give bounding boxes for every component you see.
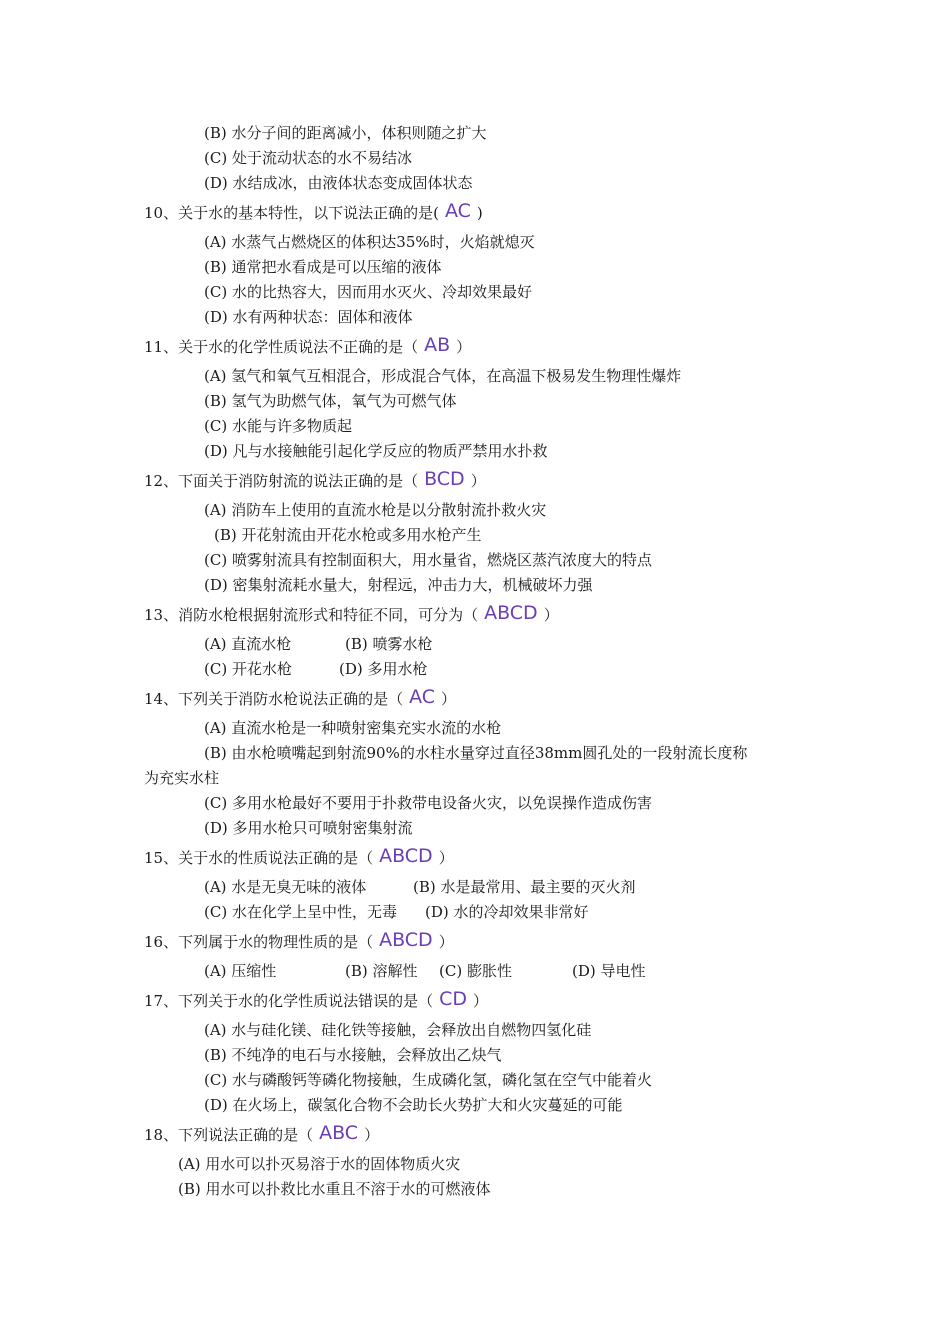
question-stem: 10、关于水的基本特性，以下说法正确的是( AC ) <box>144 200 483 222</box>
option-line: (D) 导电性 <box>572 962 646 980</box>
question-stem: 16、下列属于水的物理性质的是（ ABCD ） <box>144 929 454 951</box>
option-line: (B) 由水枪喷嘴起到射流90%的水柱水量穿过直径38mm圆孔处的一段射流长度称 <box>204 744 748 762</box>
option-line: (A) 直流水枪是一种喷射密集充实水流的水枪 <box>204 719 502 737</box>
option-line: (B) 用水可以扑救比水重且不溶于水的可燃液体 <box>178 1180 491 1198</box>
option-line: (D) 在火场上，碳氢化合物不会助长火势扩大和火灾蔓延的可能 <box>204 1096 623 1114</box>
option-line: (D) 多用水枪只可喷射密集射流 <box>204 819 413 837</box>
option-line: (A) 消防车上使用的直流水枪是以分散射流扑救火灾 <box>204 501 547 519</box>
option-line-continuation: 为充实水柱 <box>144 769 220 787</box>
question-stem: 14、下列关于消防水枪说法正确的是（ AC ） <box>144 686 457 708</box>
option-line: (B) 水是最常用、最主要的灭火剂 <box>413 878 636 896</box>
option-line: (B) 通常把水看成是可以压缩的液体 <box>204 258 442 276</box>
question-stem: 18、下列说法正确的是（ ABC ） <box>144 1122 380 1144</box>
answer-label: ABCD <box>379 845 433 867</box>
answer-label: AC <box>409 686 436 708</box>
question-stem: 17、下列关于水的化学性质说法错误的是（ CD ） <box>144 988 489 1010</box>
option-line: (C) 水能与许多物质起 <box>204 417 352 435</box>
option-line: (C) 水的比热容大，因而用水灭火、冷却效果最好 <box>204 283 532 301</box>
option-line: (D) 水有两种状态：固体和液体 <box>204 308 413 326</box>
answer-label: AC <box>444 200 471 222</box>
option-line: (C) 多用水枪最好不要用于扑救带电设备火灾，以免误操作造成伤害 <box>204 794 652 812</box>
answer-label: ABCD <box>379 929 433 951</box>
option-line: (A) 水是无臭无味的液体 <box>204 878 367 896</box>
option-line: (B) 不纯净的电石与水接触，会释放出乙炔气 <box>204 1046 502 1064</box>
answer-label: AB <box>424 334 451 356</box>
answer-label: BCD <box>424 468 465 490</box>
option-line: (B) 溶解性 <box>345 962 418 980</box>
option-line: (C) 水在化学上呈中性，无毒 <box>204 903 397 921</box>
option-line: (D) 多用水枪 <box>339 660 428 678</box>
option-line: (D) 水的冷却效果非常好 <box>425 903 589 921</box>
option-line: (A) 压缩性 <box>204 962 277 980</box>
question-stem: 12、下面关于消防射流的说法正确的是（ BCD ） <box>144 468 486 490</box>
option-line: (B) 开花射流由开花水枪或多用水枪产生 <box>214 526 482 544</box>
question-stem: 15、关于水的性质说法正确的是（ ABCD ） <box>144 845 454 867</box>
option-line: (D) 凡与水接触能引起化学反应的物质严禁用水扑救 <box>204 442 548 460</box>
answer-label: CD <box>439 988 467 1010</box>
option-line: (C) 处于流动状态的水不易结冰 <box>204 149 412 167</box>
option-line: (D) 水结成冰，由液体状态变成固体状态 <box>204 174 473 192</box>
option-line: (B) 水分子间的距离减小，体积则随之扩大 <box>204 124 487 142</box>
answer-label: ABCD <box>484 602 538 624</box>
option-line: (C) 喷雾射流具有控制面积大，用水量省，燃烧区蒸汽浓度大的特点 <box>204 551 652 569</box>
question-stem: 13、消防水枪根据射流形式和特征不同，可分为（ ABCD ） <box>144 602 559 624</box>
option-line: (B) 喷雾水枪 <box>345 635 433 653</box>
option-line: (A) 氢气和氧气互相混合，形成混合气体，在高温下极易发生物理性爆炸 <box>204 367 682 385</box>
option-line: (D) 密集射流耗水量大，射程远，冲击力大，机械破坏力强 <box>204 576 593 594</box>
option-line: (B) 氢气为助燃气体，氧气为可燃气体 <box>204 392 457 410</box>
option-line: (A) 水蒸气占燃烧区的体积达35%时，火焰就熄灭 <box>204 233 535 251</box>
option-line: (C) 水与磷酸钙等磷化物接触，生成磷化氢，磷化氢在空气中能着火 <box>204 1071 652 1089</box>
option-line: (C) 膨胀性 <box>439 962 512 980</box>
question-stem: 11、关于水的化学性质说法不正确的是（ AB ） <box>144 334 472 356</box>
answer-label: ABC <box>319 1122 359 1144</box>
option-line: (A) 直流水枪 <box>204 635 292 653</box>
option-line: (A) 水与硅化镁、硅化铁等接触，会释放出自燃物四氢化硅 <box>204 1021 592 1039</box>
option-line: (A) 用水可以扑灭易溶于水的固体物质火灾 <box>178 1155 461 1173</box>
option-line: (C) 开花水枪 <box>204 660 292 678</box>
